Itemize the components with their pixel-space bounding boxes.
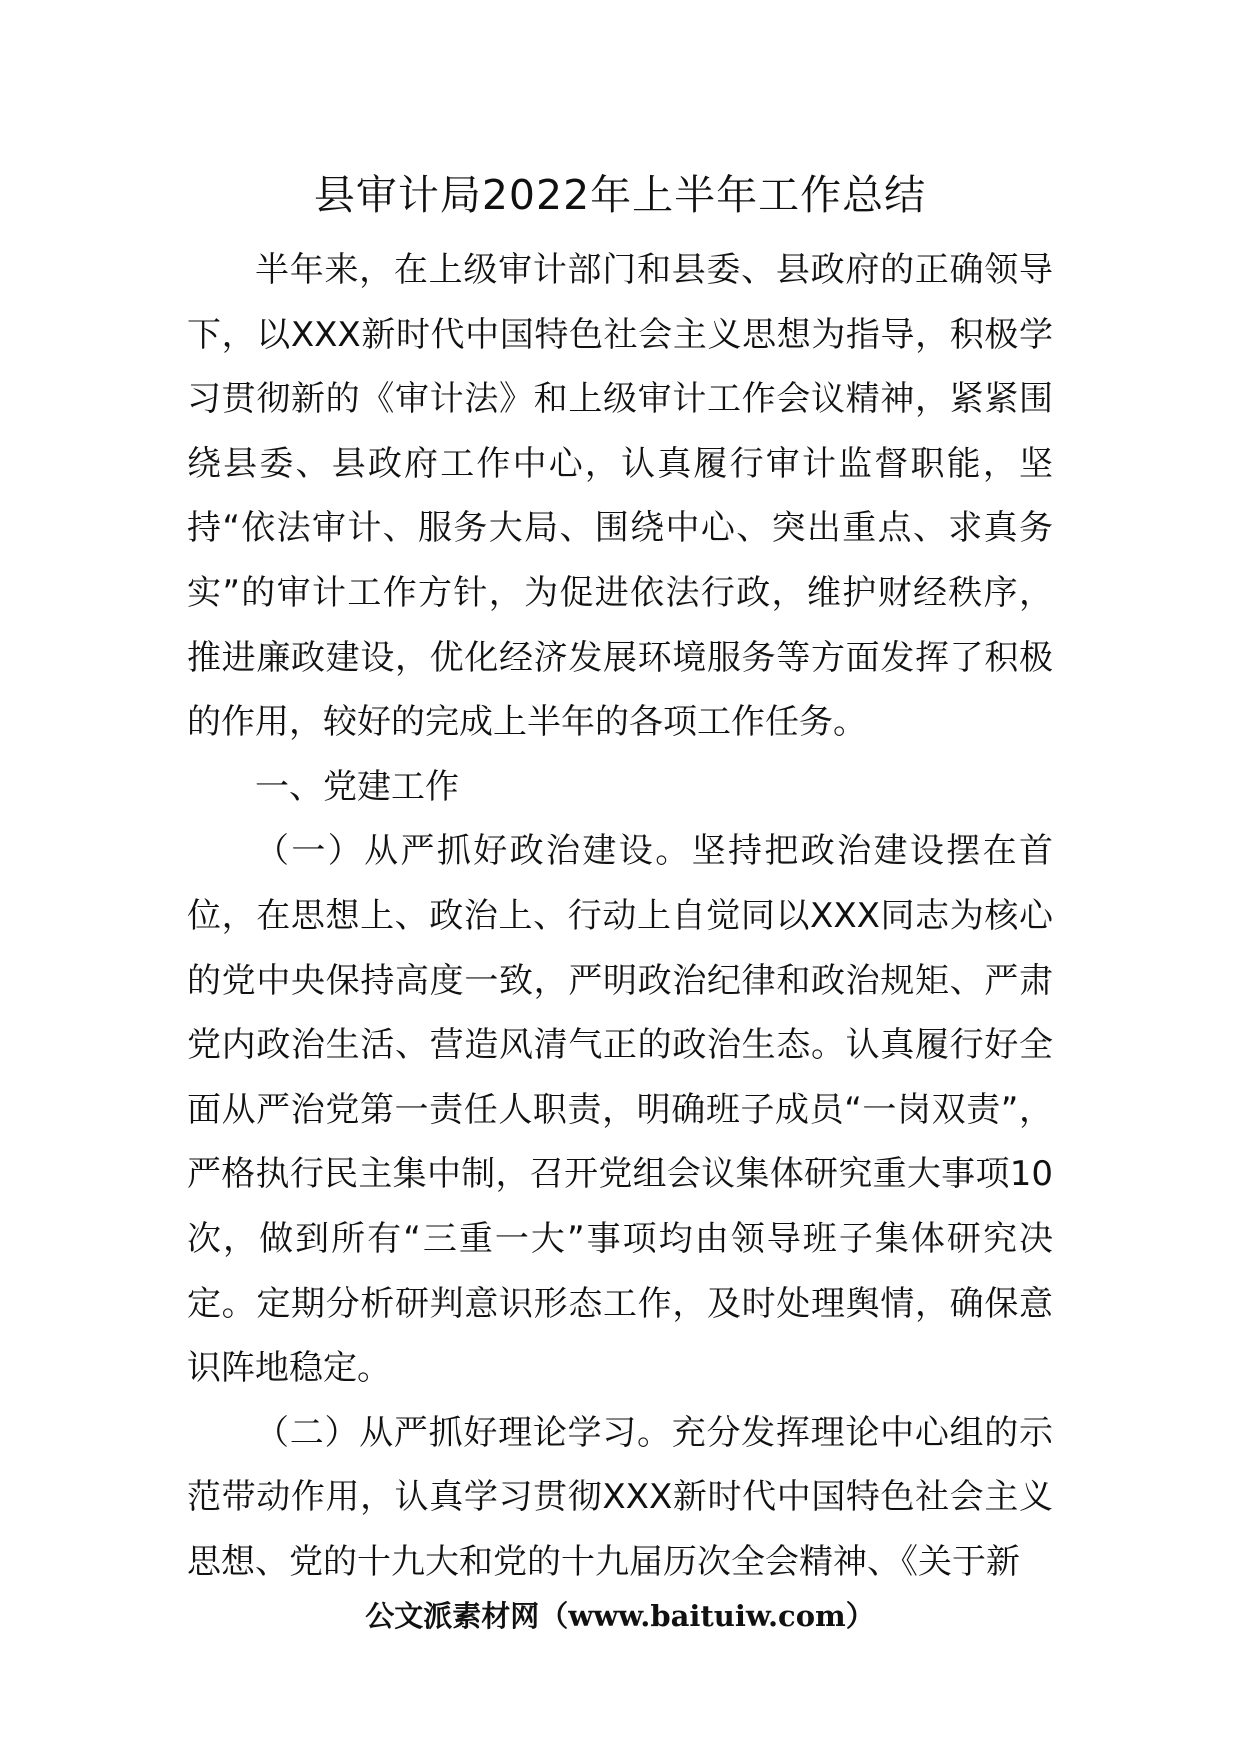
document-title: 县审计局2022年上半年工作总结 — [313, 171, 927, 219]
subsection-theory-study: （二）从严抓好理论学习。充分发挥理论中心组的示范带动作用，认真学习贯彻XXX新时代中国特色社会主义思想、党的十九大和党的十九届历次全会精神、《关于新 — [187, 1412, 1053, 1582]
section-heading-party-building: 一、党建工作 — [255, 766, 459, 807]
subsection-political-building: （一）从严抓好政治建设。坚持把政治建设摆在首位，在思想上、政治上、行动上自觉同以XXX同志为核心的党中央保持高度一致，严明政治纪律和政治规矩、严肃党内政治生活、营造风清气正的政治生态。认真履行好全面从严治党第一责任人职责，明确班子成员“一岗双责”，严格执行民主集中制，召开党组会议集体研究重大事项10次，做到所有“三重一大”事项均由领导班子集体研究决定。定期分析研判意识形态工作，及时处理舆情，确保意识阵地稳定。 — [187, 831, 1053, 1389]
document-body — [187, 238, 1053, 1594]
intro-paragraph: 半年来，在上级审计部门和县委、县政府的正确领导下，以XXX新时代中国特色社会主义思想为指导，积极学习贯彻新的《审计法》和上级审计工作会议精神，紧紧围绕县委、县政府工作中心，认真履行审计监督职能，坚持“依法审计、服务大局、围绕中心、突出重点、求真务实”的审计工作方针，为促进依法行政，维护财经秩序，推进廉政建设，优化经济发展环境服务等方面发挥了积极的作用，较好的完成上半年的各项工作任务。 — [187, 250, 1053, 743]
footer-source: 公文派素材网（www.baituiw.com） — [365, 1599, 875, 1633]
